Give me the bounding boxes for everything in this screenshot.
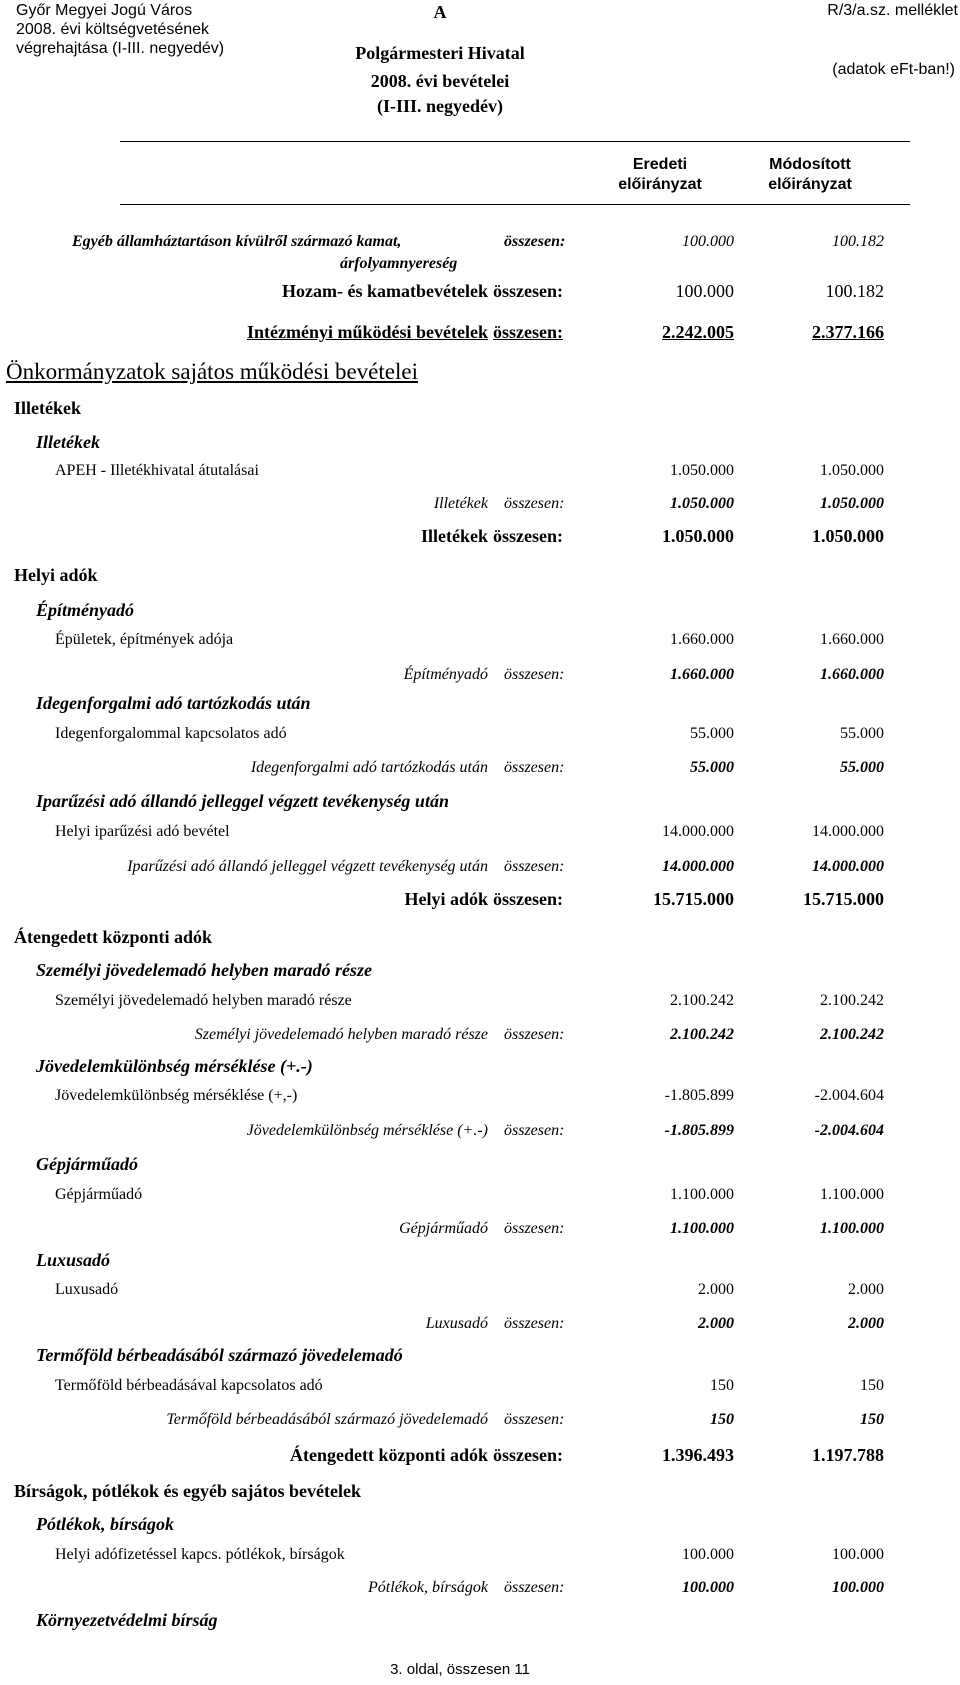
row-label: Egyéb államháztartáson kívülről származó kamat, [72, 233, 402, 250]
modified-value: -2.004.604 [814, 1122, 884, 1139]
row-label: Helyi adók [404, 889, 488, 909]
row-label: Hozam- és kamatbevételek [282, 281, 488, 301]
modified-value: 2.000 [848, 1315, 884, 1332]
header-budget: 2008. évi költségvetésének [16, 21, 210, 38]
row-label-cont: árfolyamnyereség [340, 255, 458, 272]
modified-value: 1.197.788 [812, 1445, 884, 1465]
modified-value: 150 [860, 1377, 884, 1394]
subgroup-heading: Illetékek [36, 432, 100, 452]
section-heading: Önkormányzatok sajátos működési bevételei [6, 359, 418, 384]
group-heading: Helyi adók [14, 565, 98, 585]
original-value: 100.000 [682, 1579, 734, 1596]
subgroup-heading: Építményadó [36, 600, 134, 620]
subgroup-heading: Személyi jövedelemadó helyben maradó része [36, 960, 372, 980]
total-label: összesen: [504, 858, 565, 875]
row-label: Termőföld bérbeadásából származó jövedelemadó [166, 1411, 488, 1428]
row-label: Illetékek [421, 526, 488, 546]
original-value: 100.000 [682, 1546, 734, 1563]
total-label: összesen: [493, 322, 563, 342]
header-letter: A [433, 2, 447, 22]
header-execution: végrehajtása (I-III. negyedév) [16, 40, 225, 57]
original-value: -1.805.899 [664, 1087, 734, 1104]
total-label: összesen: [493, 889, 563, 909]
item-label: Helyi iparűzési adó bevétel [55, 823, 230, 840]
item-label: Épületek, építmények adója [55, 631, 234, 648]
total-label: összesen: [504, 1122, 565, 1139]
item-label: Gépjárműadó [55, 1186, 143, 1203]
total-label: összesen: [504, 1579, 565, 1596]
row-label: Luxusadó [425, 1315, 488, 1332]
subgroup-heading: Iparűzési adó állandó jelleggel végzett tevékenység után [36, 791, 449, 811]
original-value: 1.050.000 [662, 526, 734, 546]
subgroup-heading: Gépjárműadó [36, 1154, 139, 1174]
original-value: 1.100.000 [670, 1186, 734, 1203]
modified-value: 1.100.000 [820, 1220, 884, 1237]
total-label: összesen: [493, 526, 563, 546]
item-label: APEH - Illetékhivatal átutalásai [55, 462, 259, 479]
original-value: 1.660.000 [670, 631, 734, 648]
row-label: Pótlékok, bírságok [368, 1579, 488, 1596]
row-label: Építményadó [403, 666, 488, 683]
modified-value: 100.000 [832, 1546, 884, 1563]
col-original-line1: Eredeti [632, 156, 688, 173]
row-label: Személyi jövedelemadó helyben maradó része [194, 1026, 488, 1043]
header-city: Győr Megyei Jogú Város [16, 2, 193, 19]
original-value: 2.100.242 [670, 1026, 734, 1043]
original-value: 55.000 [690, 759, 734, 776]
total-label: összesen: [504, 759, 565, 776]
row-label: Illetékek [433, 495, 488, 512]
modified-value: 15.715.000 [803, 889, 884, 909]
item-label: Jövedelemkülönbség mérséklése (+,-) [55, 1087, 298, 1104]
original-value: 1.050.000 [670, 462, 734, 479]
original-value: 2.000 [698, 1281, 734, 1298]
row-label: Idegenforgalmi adó tartózkodás után [250, 759, 488, 776]
group-heading: Illetékek [14, 398, 81, 418]
subgroup-heading: Idegenforgalmi adó tartózkodás után [36, 693, 311, 713]
header-revenues: 2008. évi bevételei [370, 71, 510, 91]
modified-value: 1.050.000 [820, 495, 884, 512]
total-label: összesen: [493, 1445, 563, 1465]
header-rule-bottom [120, 204, 910, 205]
original-value: 14.000.000 [662, 858, 734, 875]
total-label: összesen: [504, 1220, 565, 1237]
original-value: 1.396.493 [662, 1445, 734, 1465]
modified-value: 1.660.000 [820, 666, 884, 683]
original-value: 1.100.000 [670, 1220, 734, 1237]
original-value: 150 [710, 1411, 734, 1428]
modified-value: 1.050.000 [820, 462, 884, 479]
original-value: 2.100.242 [670, 992, 734, 1009]
total-label: összesen: [504, 1315, 565, 1332]
modified-value: 1.050.000 [812, 526, 884, 546]
col-modified-line1: Módosított [769, 156, 851, 173]
original-value: -1.805.899 [664, 1122, 734, 1139]
subgroup-heading: Termőföld bérbeadásából származó jövedelemadó [36, 1345, 403, 1365]
subgroup-heading: Pótlékok, bírságok [36, 1514, 174, 1534]
modified-value: 2.377.166 [812, 322, 884, 342]
col-original-line2: előirányzat [618, 176, 702, 193]
total-label: összesen: [493, 281, 563, 301]
col-modified-line2: előirányzat [768, 176, 852, 193]
page-footer: 3. oldal, összesen 11 [390, 1661, 530, 1678]
original-value: 2.000 [698, 1315, 734, 1332]
modified-value: 14.000.000 [812, 858, 884, 875]
item-label: Helyi adófizetéssel kapcs. pótlékok, bírságok [55, 1546, 345, 1563]
row-label: Intézményi működési bevételek [247, 322, 488, 342]
row-label: Iparűzési adó állandó jelleggel végzett tevékenység után [127, 858, 488, 875]
header-office: Polgármesteri Hivatal [355, 43, 525, 63]
unit-note: (adatok eFt-ban!) [832, 61, 955, 78]
original-value: 2.242.005 [662, 322, 734, 342]
original-value: 14.000.000 [662, 823, 734, 840]
modified-value: -2.004.604 [814, 1087, 884, 1104]
modified-value: 100.000 [832, 1579, 884, 1596]
row-label: Jövedelemkülönbség mérséklése (+.-) [246, 1122, 488, 1139]
modified-value: 55.000 [840, 759, 884, 776]
total-label: összesen: [504, 233, 566, 250]
group-heading: Bírságok, pótlékok és egyéb sajátos bevételek [14, 1481, 361, 1501]
header-period: (I-III. negyedév) [377, 96, 503, 116]
modified-value: 14.000.000 [812, 823, 884, 840]
modified-value: 100.182 [832, 233, 884, 250]
group-heading: Átengedett központi adók [14, 927, 213, 947]
item-label: Luxusadó [55, 1281, 119, 1298]
total-label: összesen: [504, 1411, 565, 1428]
original-value: 100.000 [682, 233, 734, 250]
total-label: összesen: [504, 1026, 565, 1043]
subgroup-heading: Környezetvédelmi bírság [36, 1610, 218, 1630]
original-value: 15.715.000 [653, 889, 734, 909]
modified-value: 2.100.242 [820, 1026, 884, 1043]
item-label: Termőföld bérbeadásával kapcsolatos adó [55, 1377, 323, 1394]
modified-value: 1.660.000 [820, 631, 884, 648]
item-label: Személyi jövedelemadó helyben maradó része [55, 992, 352, 1009]
modified-value: 55.000 [840, 725, 884, 742]
item-label: Idegenforgalommal kapcsolatos adó [55, 725, 287, 742]
header-rule-top [120, 141, 910, 142]
original-value: 150 [710, 1377, 734, 1394]
subgroup-heading: Jövedelemkülönbség mérséklése (+.-) [36, 1056, 313, 1076]
original-value: 1.050.000 [670, 495, 734, 512]
row-label: Gépjárműadó [399, 1220, 488, 1237]
total-label: összesen: [504, 666, 565, 683]
original-value: 100.000 [675, 281, 734, 301]
subgroup-heading: Luxusadó [36, 1250, 111, 1270]
total-label: összesen: [504, 495, 565, 512]
original-value: 1.660.000 [670, 666, 734, 683]
modified-value: 2.000 [848, 1281, 884, 1298]
modified-value: 1.100.000 [820, 1186, 884, 1203]
original-value: 55.000 [690, 725, 734, 742]
modified-value: 2.100.242 [820, 992, 884, 1009]
modified-value: 100.182 [825, 281, 884, 301]
annex-label: R/3/a.sz. melléklet [827, 2, 958, 19]
modified-value: 150 [860, 1411, 884, 1428]
row-label: Átengedett központi adók [289, 1445, 488, 1465]
